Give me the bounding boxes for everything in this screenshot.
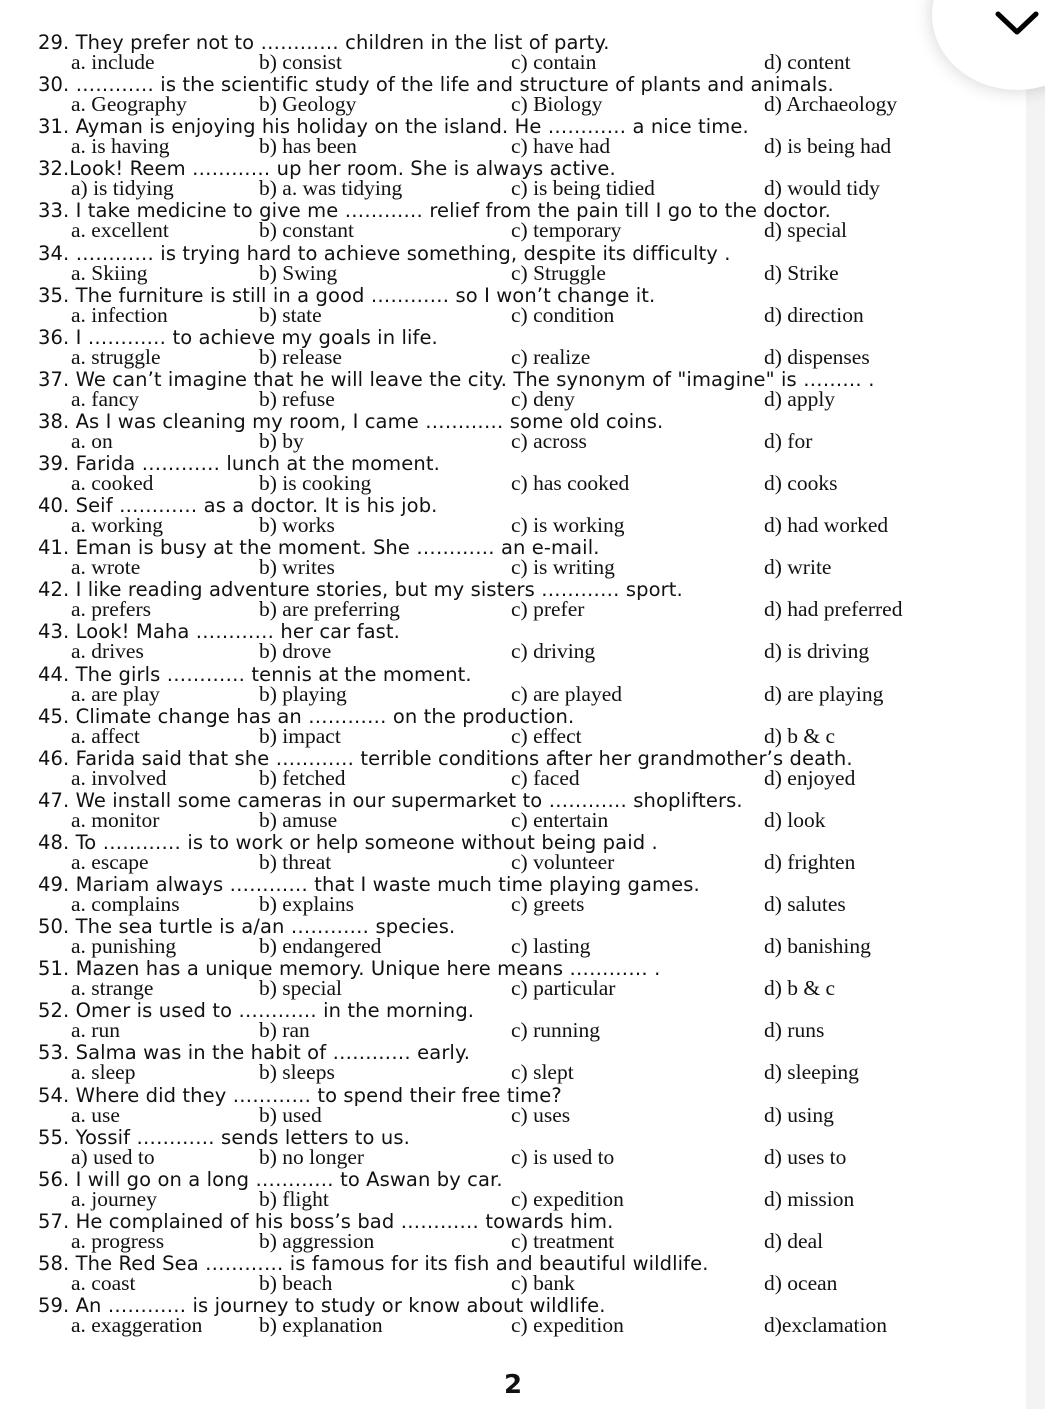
answer-option-d: d) direction xyxy=(764,302,864,327)
answer-option-b: b) works xyxy=(259,513,335,538)
question-item xyxy=(38,242,1018,284)
answer-option-b: b) playing xyxy=(259,681,347,706)
answer-option-b: b) is cooking xyxy=(259,471,372,495)
answer-option-d: d) content xyxy=(764,50,851,74)
answer-option-a: a. complains xyxy=(71,892,180,916)
answer-option-d: d) salutes xyxy=(764,892,846,916)
answer-option-c: c) contain xyxy=(511,50,597,74)
answer-option-a: a. involved xyxy=(71,765,167,790)
answer-option-d: d) is being had xyxy=(764,134,892,159)
answer-option-b: b) used xyxy=(259,1102,322,1127)
answer-option-c: c) lasting xyxy=(511,934,591,959)
question-stem: 59. An ………… is journey to study or know about wildlife. xyxy=(38,1294,606,1317)
answer-option-c: c) driving xyxy=(511,639,596,664)
question-item xyxy=(38,1252,1018,1294)
answer-option-d: d) look xyxy=(764,807,826,832)
answer-option-d: d) b & c xyxy=(764,976,836,1001)
question-stem: 39. Farida ………… lunch at the moment. xyxy=(38,452,440,475)
answer-option-a: a. use xyxy=(71,1102,120,1127)
question-stem: 36. I ………… to achieve my goals in life. xyxy=(38,325,438,349)
answer-option-c: c) bank xyxy=(511,1270,575,1295)
question-stem: 40. Seif ………… as a doctor. It is his job. xyxy=(38,494,438,518)
question-item xyxy=(38,452,1018,494)
answer-option-b: b) flight xyxy=(259,1186,329,1211)
answer-option-c: c) faced xyxy=(511,765,580,790)
question-item xyxy=(38,1210,1018,1252)
answer-option-b: b) by xyxy=(259,428,304,453)
question-item xyxy=(38,620,1018,662)
answer-option-d: d) deal xyxy=(764,1228,824,1253)
answer-option-b: b) Swing xyxy=(259,260,338,285)
answer-option-b: b) Geology xyxy=(259,92,357,117)
question-stem: 46. Farida said that she ………… terrible conditions after her grandmother’s death. xyxy=(38,746,853,770)
answer-option-d: d) enjoyed xyxy=(764,765,856,790)
question-stem: 33. I take medicine to give me ………… relief from the pain till I go to the doctor. xyxy=(38,199,831,223)
answer-option-d: d) mission xyxy=(764,1186,855,1211)
answer-option-c: c) uses xyxy=(511,1102,571,1127)
question-stem: 56. I will go on a long ………… to Aswan by car. xyxy=(38,1167,503,1191)
question-item xyxy=(38,368,1018,410)
answer-option-d: d) sleeping xyxy=(764,1060,859,1085)
question-stem: 48. To ………… is to work or help someone without being paid . xyxy=(38,830,658,854)
question-item xyxy=(38,578,1018,620)
question-item xyxy=(38,31,1018,73)
answer-option-a: a) is tidying xyxy=(71,176,174,201)
question-stem: 58. The Red Sea ………… is famous for its fish and beautiful wildlife. xyxy=(38,1251,709,1275)
answer-option-a: a. Geography xyxy=(71,92,187,117)
question-item xyxy=(38,915,1018,957)
question-stem: 45. Climate change has an ………… on the production. xyxy=(38,704,575,728)
answer-option-a: a. on xyxy=(71,428,113,453)
question-stem: 42. I like reading adventure stories, but my sisters ………… sport. xyxy=(38,578,683,602)
answer-option-a: a. are play xyxy=(71,681,160,706)
question-item xyxy=(38,494,1018,536)
answer-option-d: d) dispenses xyxy=(764,344,870,369)
answer-option-c: c) Struggle xyxy=(511,260,606,285)
answer-option-c: c) realize xyxy=(511,344,591,369)
answer-option-a: a. journey xyxy=(71,1186,157,1211)
answer-option-c: c) is used to xyxy=(511,1144,615,1169)
answer-option-a: a. prefers xyxy=(71,597,151,622)
question-item xyxy=(38,663,1018,705)
answer-option-a: a. infection xyxy=(71,302,168,327)
answer-option-c: c) entertain xyxy=(511,807,609,832)
answer-option-a: a. struggle xyxy=(71,344,161,369)
answer-option-a: a. cooked xyxy=(71,471,154,495)
answer-option-d: d)exclamation xyxy=(764,1313,887,1337)
question-stem: 55. Yossif ………… sends letters to us. xyxy=(38,1125,410,1149)
answer-option-c: c) temporary xyxy=(511,218,622,243)
answer-option-b: b) refuse xyxy=(259,386,335,411)
answer-option-c: c) effect xyxy=(511,723,582,748)
answer-option-c: c) condition xyxy=(511,302,615,327)
answer-option-b: b) sleeps xyxy=(259,1060,335,1085)
question-stem: 57. He complained of his boss’s bad ………… towards him. xyxy=(38,1209,614,1233)
question-item xyxy=(38,999,1018,1041)
answer-option-c: c) expedition xyxy=(511,1186,624,1211)
answer-option-b: b) are preferring xyxy=(259,597,400,622)
answer-option-b: b) writes xyxy=(259,555,335,580)
answer-option-d: d) is driving xyxy=(764,639,870,664)
question-stem: 41. Eman is busy at the moment. She ………… an e-mail. xyxy=(38,536,600,560)
answer-option-c: c) prefer xyxy=(511,597,585,622)
question-item xyxy=(38,873,1018,915)
answer-option-c: c) across xyxy=(511,428,587,453)
answer-option-c: c) volunteer xyxy=(511,849,615,874)
question-item xyxy=(38,957,1018,999)
answer-option-d: d) are playing xyxy=(764,681,884,706)
question-item xyxy=(38,1294,1018,1336)
answer-option-b: b) beach xyxy=(259,1270,333,1295)
answer-option-a: a. monitor xyxy=(71,807,160,832)
question-item xyxy=(38,789,1018,831)
answer-option-d: d) cooks xyxy=(764,471,838,495)
answer-option-b: b) has been xyxy=(259,134,357,159)
answer-option-d: d) special xyxy=(764,218,847,243)
question-stem: 43. Look! Maha ………… her car fast. xyxy=(38,620,400,644)
answer-option-a: a. working xyxy=(71,513,163,538)
answer-option-c: c) expedition xyxy=(511,1313,624,1337)
question-item xyxy=(38,284,1018,326)
question-stem: 37. We can’t imagine that he will leave the city. The synonym of "imagine" is ……… . xyxy=(38,367,875,391)
answer-option-d: d) using xyxy=(764,1102,834,1127)
answer-option-c: c) is writing xyxy=(511,555,615,580)
question-stem: 51. Mazen has a unique memory. Unique here means ………… . xyxy=(38,957,661,981)
answer-option-a: a. drives xyxy=(71,639,144,664)
question-item xyxy=(38,73,1018,115)
question-stem: 32.Look! Reem ………… up her room. She is always active. xyxy=(38,157,616,181)
answer-option-b: b) explains xyxy=(259,892,354,916)
answer-option-b: b) release xyxy=(259,344,342,369)
answer-option-d: d) write xyxy=(764,555,832,580)
answer-option-b: b) amuse xyxy=(259,807,338,832)
answer-option-c: c) running xyxy=(511,1018,600,1043)
question-stem: 50. The sea turtle is a/an ………… species. xyxy=(38,915,456,939)
question-stem: 29. They prefer not to ………… children in the list of party. xyxy=(38,31,610,54)
answer-option-b: b) ran xyxy=(259,1018,310,1043)
answer-option-a: a) used to xyxy=(71,1144,155,1169)
answer-option-a: a. exaggeration xyxy=(71,1313,203,1337)
answer-option-a: a. progress xyxy=(71,1228,165,1253)
question-item xyxy=(38,326,1018,368)
scrollbar-track[interactable] xyxy=(1026,0,1045,1409)
answer-option-a: a. wrote xyxy=(71,555,141,580)
answer-option-d: d) ocean xyxy=(764,1270,838,1295)
answer-option-a: a. run xyxy=(71,1018,120,1043)
question-item xyxy=(38,1168,1018,1210)
question-stem: 35. The furniture is still in a good ………… so I won’t change it. xyxy=(38,283,656,307)
question-stem: 49. Mariam always ………… that I waste much time playing games. xyxy=(38,873,700,896)
question-stem: 31. Ayman is enjoying his holiday on the island. He ………… a nice time. xyxy=(38,115,749,139)
question-stem: 30. ………… is the scientific study of the life and structure of plants and animals. xyxy=(38,73,834,97)
answer-option-b: b) endangered xyxy=(259,934,382,959)
answer-option-b: b) consist xyxy=(259,50,343,74)
question-stem: 54. Where did they ………… to spend their free time? xyxy=(38,1083,562,1107)
answer-option-c: c) Biology xyxy=(511,92,603,117)
question-item xyxy=(38,1126,1018,1168)
answer-option-d: d) had preferred xyxy=(764,597,903,622)
chevron-down-icon xyxy=(994,8,1040,38)
answer-option-a: a. Skiing xyxy=(71,260,148,285)
page-number: 2 xyxy=(503,1370,523,1400)
question-item xyxy=(38,747,1018,789)
answer-option-c: c) slept xyxy=(511,1060,574,1085)
answer-option-a: a. strange xyxy=(71,976,154,1001)
question-stem: 53. Salma was in the habit of ………… early. xyxy=(38,1041,471,1065)
answer-option-c: c) particular xyxy=(511,976,616,1001)
answer-option-b: b) a. was tidying xyxy=(259,176,403,201)
question-item xyxy=(38,199,1018,241)
answer-option-c: c) treatment xyxy=(511,1228,615,1253)
answer-option-c: c) are played xyxy=(511,681,623,706)
answer-option-a: a. sleep xyxy=(71,1060,136,1085)
answer-option-b: b) threat xyxy=(259,849,332,874)
answer-option-d: d) Strike xyxy=(764,260,839,285)
answer-option-a: a. punishing xyxy=(71,934,177,959)
answer-option-c: c) greets xyxy=(511,892,585,916)
question-item xyxy=(38,1041,1018,1083)
answer-option-d: d) had worked xyxy=(764,513,889,538)
answer-option-d: d) apply xyxy=(764,386,836,411)
question-item xyxy=(38,831,1018,873)
answer-option-d: d) banishing xyxy=(764,934,871,959)
answer-option-a: a. escape xyxy=(71,849,149,874)
answer-option-a: a. affect xyxy=(71,723,140,748)
answer-option-d: d) would tidy xyxy=(764,176,880,201)
question-stem: 38. As I was cleaning my room, I came ………… some old coins. xyxy=(38,409,664,433)
answer-option-a: a. coast xyxy=(71,1270,136,1295)
answer-option-c: c) is being tidied xyxy=(511,176,655,201)
question-item xyxy=(38,115,1018,157)
answer-option-b: b) explanation xyxy=(259,1313,383,1337)
question-item xyxy=(38,157,1018,199)
question-stem: 47. We install some cameras in our supermarket to ………… shoplifters. xyxy=(38,788,743,812)
answer-option-c: c) deny xyxy=(511,386,575,411)
answer-option-b: b) no longer xyxy=(259,1144,365,1169)
question-item xyxy=(38,536,1018,578)
answer-option-d: d) uses to xyxy=(764,1144,847,1169)
question-item xyxy=(38,410,1018,452)
answer-option-b: b) constant xyxy=(259,218,354,243)
answer-option-b: b) drove xyxy=(259,639,332,664)
question-item xyxy=(38,1084,1018,1126)
answer-option-d: d) for xyxy=(764,428,813,453)
answer-option-b: b) special xyxy=(259,976,342,1001)
answer-option-a: a. fancy xyxy=(71,386,140,411)
answer-option-a: a. include xyxy=(71,50,155,74)
question-stem: 34. ………… is trying hard to achieve something, despite its difficulty . xyxy=(38,241,731,265)
answer-option-d: d) b & c xyxy=(764,723,836,748)
answer-option-a: a. excellent xyxy=(71,218,169,243)
answer-option-d: d) frighten xyxy=(764,849,856,874)
answer-option-b: b) fetched xyxy=(259,765,346,790)
answer-option-d: d) Archaeology xyxy=(764,92,898,117)
answer-option-d: d) runs xyxy=(764,1018,825,1043)
question-stem: 44. The girls ………… tennis at the moment. xyxy=(38,662,472,686)
answer-option-b: b) impact xyxy=(259,723,341,748)
answer-option-b: b) state xyxy=(259,302,322,327)
answer-option-c: c) have had xyxy=(511,134,611,159)
answer-option-b: b) aggression xyxy=(259,1228,375,1253)
answer-option-a: a. is having xyxy=(71,134,170,159)
question-stem: 52. Omer is used to ………… in the morning. xyxy=(38,999,475,1023)
answer-option-c: c) has cooked xyxy=(511,471,630,495)
question-item xyxy=(38,705,1018,747)
answer-option-c: c) is working xyxy=(511,513,625,538)
